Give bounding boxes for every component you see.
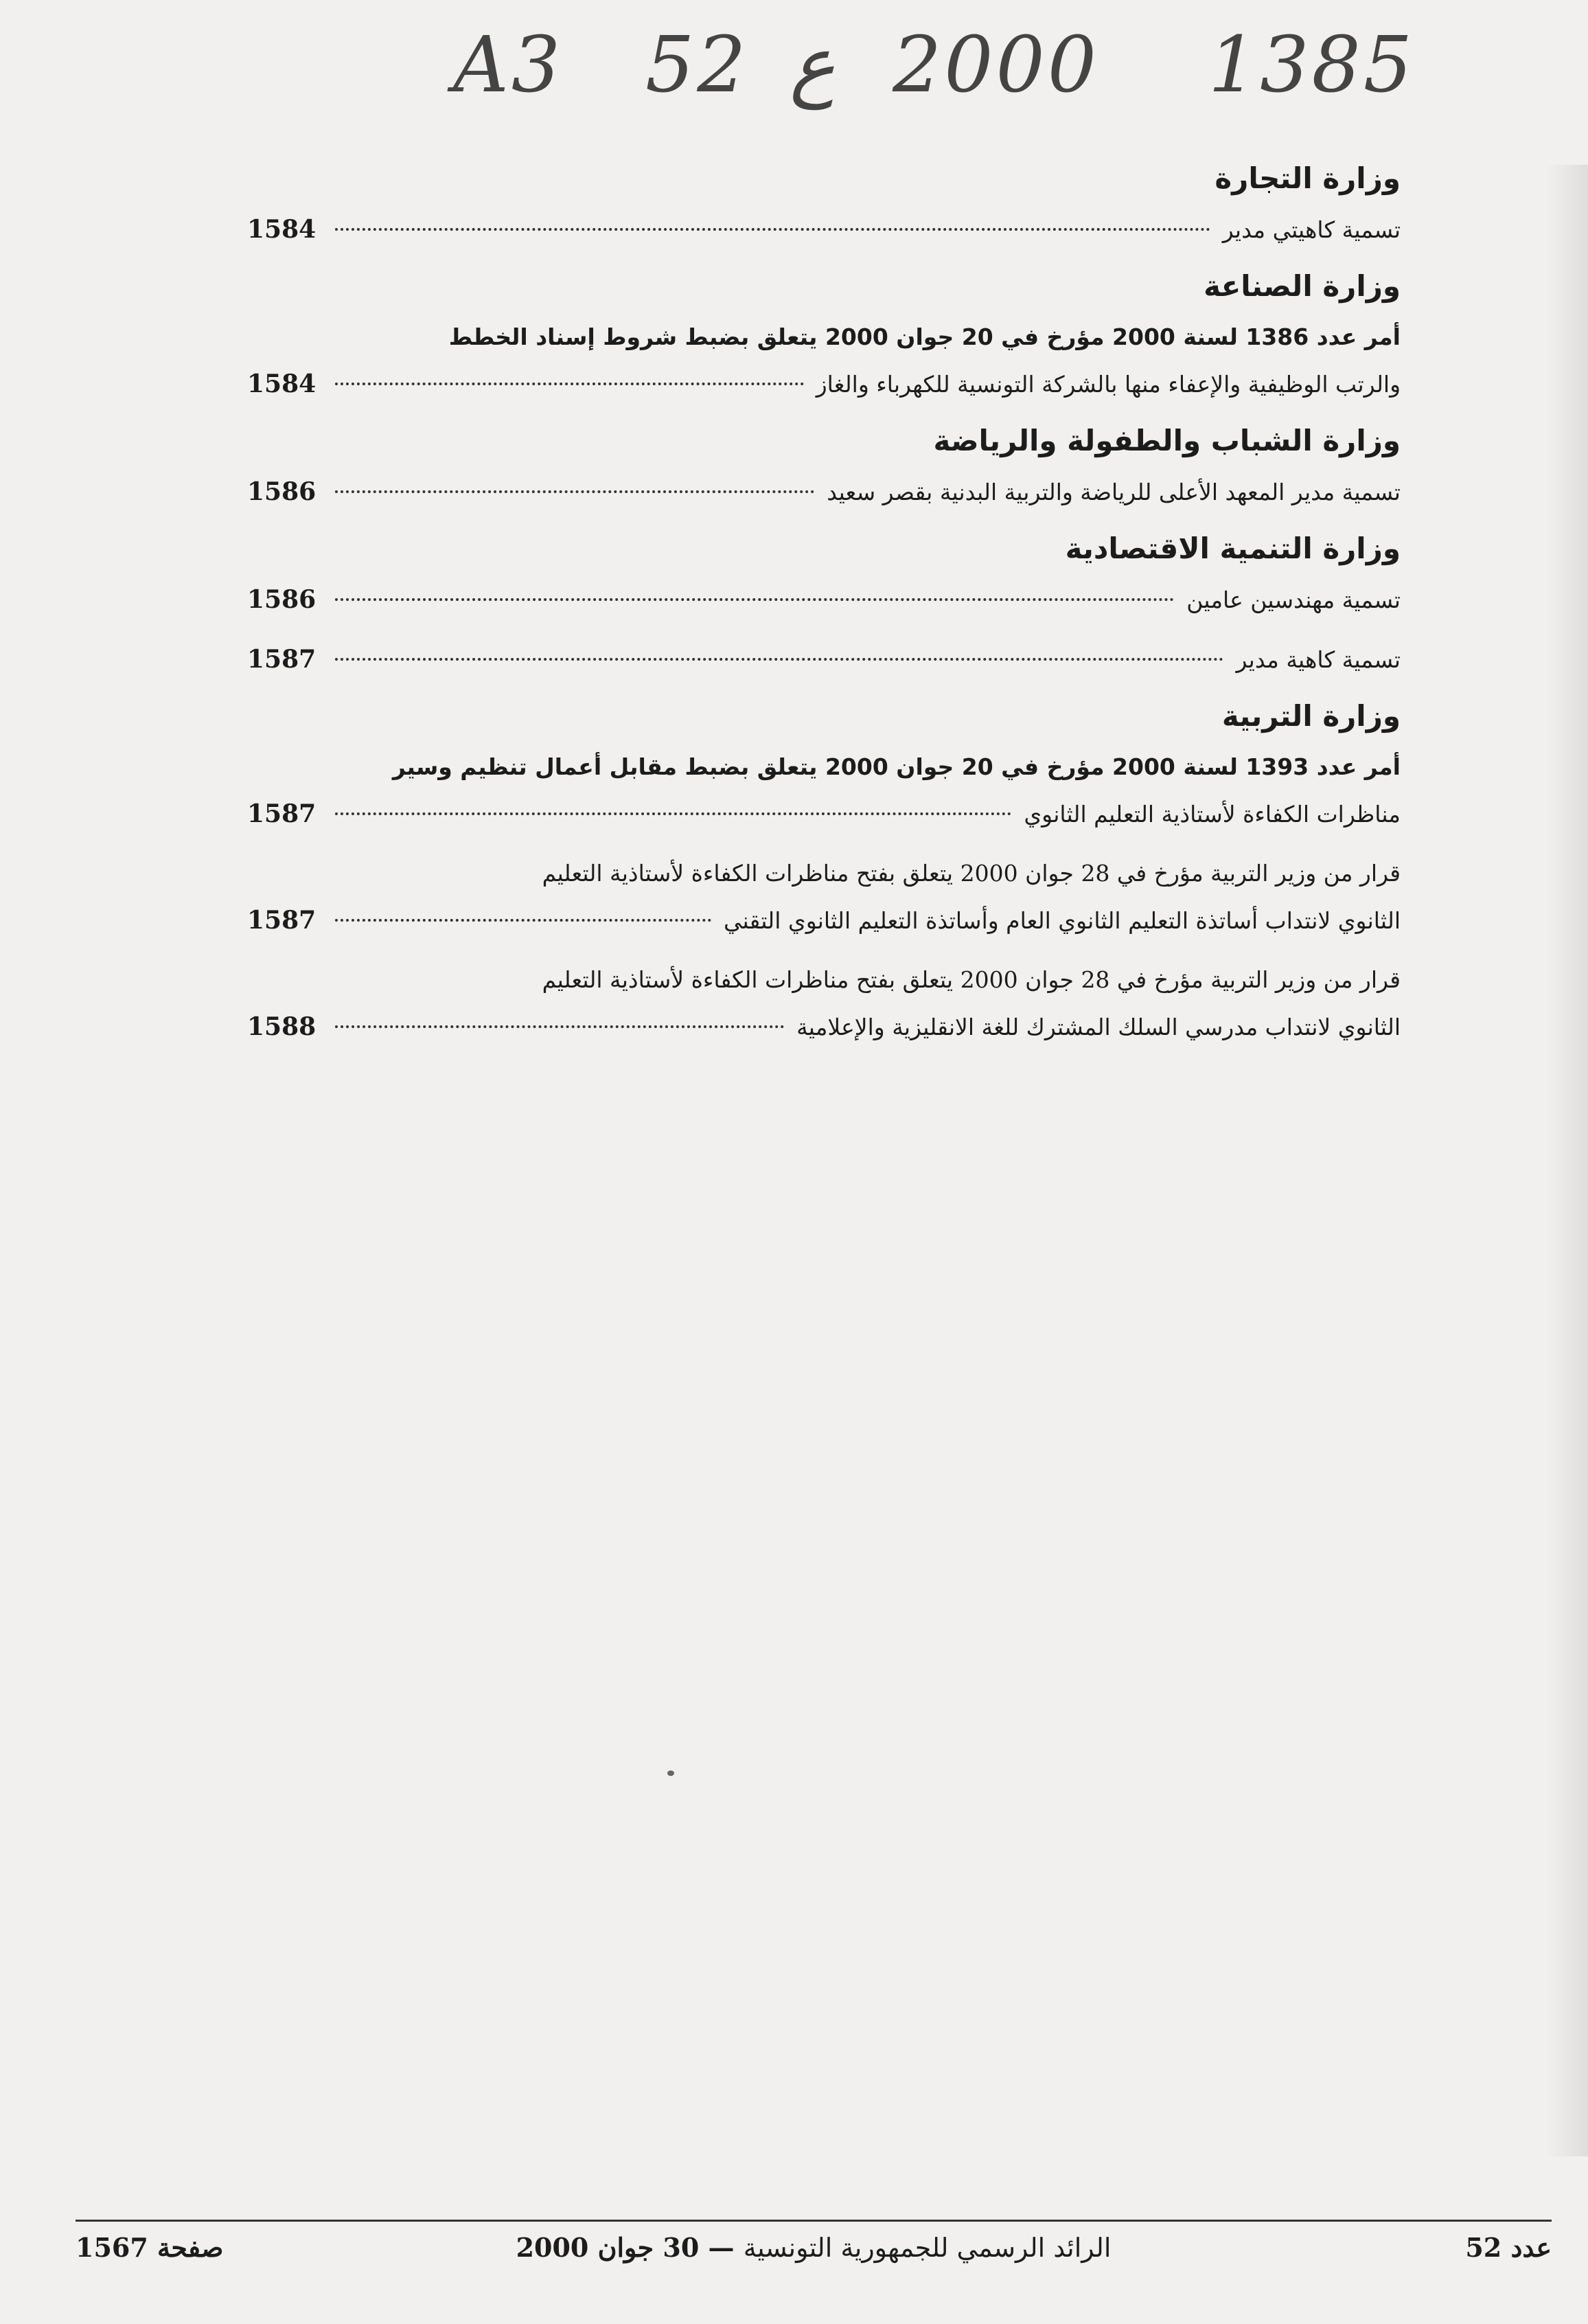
- toc-entry[interactable]: [247, 744, 1401, 838]
- entry-text: مناظرات الكفاءة لأستاذية التعليم الثانوي: [1024, 801, 1401, 828]
- ministry-heading: وزارة الصناعة: [1204, 269, 1401, 303]
- handwritten-note: 1385: [1208, 21, 1416, 110]
- toc-entry[interactable]: [247, 636, 1401, 683]
- handwritten-note: ع: [790, 21, 836, 110]
- ministry-heading: وزارة الشباب والطفولة والرياضة: [933, 424, 1401, 457]
- entry-last-line: [247, 576, 1401, 624]
- dot-leader: [335, 228, 1210, 231]
- page-ref[interactable]: 1584: [247, 369, 317, 398]
- dot-leader: [335, 812, 1011, 815]
- dot-leader: [335, 490, 814, 493]
- journal-title: الرائد الرسمي للجمهورية التونسية: [743, 2233, 1112, 2263]
- dot-leader: [335, 598, 1174, 601]
- ministry-heading: وزارة التجارة: [1215, 161, 1401, 195]
- entry-text: أمر عدد 1386 لسنة 2000 مؤرخ في 20 جوان 2000 يتعلق بضبط شروط إسناد الخطط: [448, 323, 1401, 350]
- issue-date: 30 جوان 2000: [516, 2232, 700, 2263]
- entry-text: تسمية كاهيتي مدير: [1222, 216, 1401, 243]
- handwritten-note: A3: [453, 21, 564, 110]
- entry-last-line: [247, 636, 1401, 683]
- page-number: صفحة 1567: [76, 2232, 224, 2263]
- entry-text: قرار من وزير التربية مؤرخ في 28 جوان 2000 يتعلق بفتح مناظرات الكفاءة لأستاذية التعليم: [542, 860, 1401, 887]
- dot-leader: [335, 383, 804, 385]
- handwritten-note: 52: [645, 21, 749, 110]
- dot-leader: [335, 919, 711, 922]
- entry-last-line: [247, 1003, 1401, 1051]
- page-edge-shadow: [1547, 165, 1588, 2156]
- entry-last-line: [247, 361, 1401, 408]
- toc-entry[interactable]: [247, 576, 1401, 624]
- toc-entry[interactable]: [247, 468, 1401, 516]
- entry-text: أمر عدد 1393 لسنة 2000 مؤرخ في 20 جوان 2000 يتعلق بضبط مقابل أعمال تنظيم وسير: [392, 753, 1401, 780]
- footer-divider: [76, 2220, 1552, 2222]
- toc-entry[interactable]: [247, 957, 1401, 1051]
- page-ref[interactable]: 1588: [247, 1012, 317, 1041]
- entry-last-line: [247, 468, 1401, 516]
- entry-text: قرار من وزير التربية مؤرخ في 28 جوان 2000 يتعلق بفتح مناظرات الكفاءة لأستاذية التعليم: [542, 966, 1401, 993]
- page-ref[interactable]: 1586: [247, 585, 317, 614]
- dot-leader: [335, 1025, 784, 1028]
- paper-speck: [667, 1770, 674, 1776]
- entry-last-line: [247, 206, 1401, 253]
- entry-text: الثانوي لانتداب مدرسي السلك المشترك للغة الانقليزية والإعلامية: [796, 1014, 1401, 1040]
- issue-number: عدد 52: [1465, 2232, 1552, 2263]
- ministry-heading: وزارة التربية: [1221, 699, 1401, 733]
- page-ref[interactable]: 1584: [247, 215, 317, 244]
- table-of-contents: [247, 158, 1401, 1063]
- entry-text: تسمية مدير المعهد الأعلى للرياضة والتربية البدنية بقصر سعيد: [827, 479, 1401, 505]
- page-ref[interactable]: 1587: [247, 906, 317, 935]
- entry-last-line: [247, 790, 1401, 838]
- entry-text: تسمية كاهية مدير: [1236, 646, 1401, 673]
- dot-leader: [335, 658, 1223, 661]
- page-footer: [76, 2232, 1552, 2280]
- page-ref[interactable]: 1587: [247, 645, 317, 674]
- entry-text: تسمية مهندسين عامين: [1186, 586, 1401, 613]
- page-ref[interactable]: 1587: [247, 799, 317, 828]
- entry-text: الثانوي لانتداب أساتذة التعليم الثانوي العام وأساتذة التعليم الثانوي التقني: [724, 907, 1401, 934]
- entry-last-line: [247, 897, 1401, 944]
- ministry-heading: وزارة التنمية الاقتصادية: [1065, 532, 1401, 565]
- handwritten-note: 2000: [893, 21, 1100, 110]
- journal-footer: الرائد الرسمي للجمهورية التونسية — 30 جوان 2000: [516, 2232, 1112, 2263]
- toc-entry[interactable]: [247, 206, 1401, 253]
- entry-text: والرتب الوظيفية والإعفاء منها بالشركة التونسية للكهرباء والغاز: [816, 371, 1401, 398]
- toc-entry[interactable]: [247, 314, 1401, 408]
- toc-entry[interactable]: [247, 850, 1401, 944]
- handwritten-annotation: [0, 21, 1588, 124]
- page-ref[interactable]: 1586: [247, 477, 317, 506]
